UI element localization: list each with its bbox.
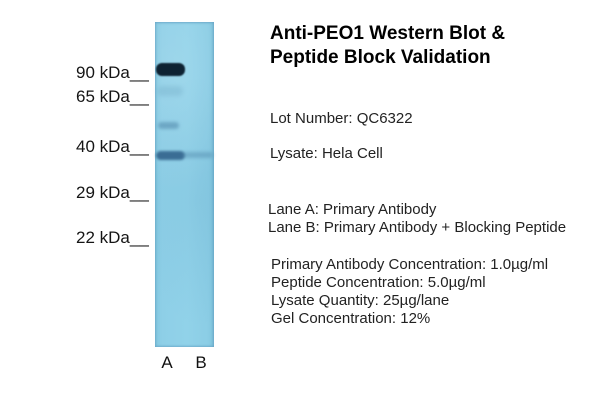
mw-marker-label: 65 kDa__ [76,87,149,106]
title-line-1: Anti-PEO1 Western Blot & [270,23,506,44]
condition-gel-concentration: Gel Concentration: 12% [271,310,431,327]
lane-a-48kda-band [158,122,179,129]
lysate: Lysate: Hela Cell [270,145,383,162]
condition-lysate-quantity: Lysate Quantity: 25µg/lane [271,292,450,309]
lane-a-36kda-band [156,151,185,160]
lane-b-description: Lane B: Primary Antibody + Blocking Peptide [268,219,567,236]
title-line-2: Peptide Block Validation [270,47,491,68]
lane-a-90kda-band [156,63,185,76]
lane-label-b: B [195,353,207,372]
lane-a-description: Lane A: Primary Antibody [268,201,437,218]
conditions-block [271,256,548,328]
lane-b-36kda-band [182,152,213,158]
mw-marker-label: 22 kDa__ [76,228,149,247]
condition-peptide-concentration: Peptide Concentration: 5.0µg/ml [271,274,486,291]
lane-a-faint-smear [157,86,183,96]
mw-marker-label: 29 kDa__ [76,183,149,202]
mw-marker-label: 40 kDa__ [76,137,149,156]
figure-title [270,22,505,70]
condition-primary-antibody-concentration: Primary Antibody Concentration: 1.0µg/ml [271,256,549,273]
blot-strip [155,22,214,347]
lane-label-a: A [161,353,173,372]
mw-marker-label: 90 kDa__ [76,63,149,82]
lot-number: Lot Number: QC6322 [270,110,413,127]
